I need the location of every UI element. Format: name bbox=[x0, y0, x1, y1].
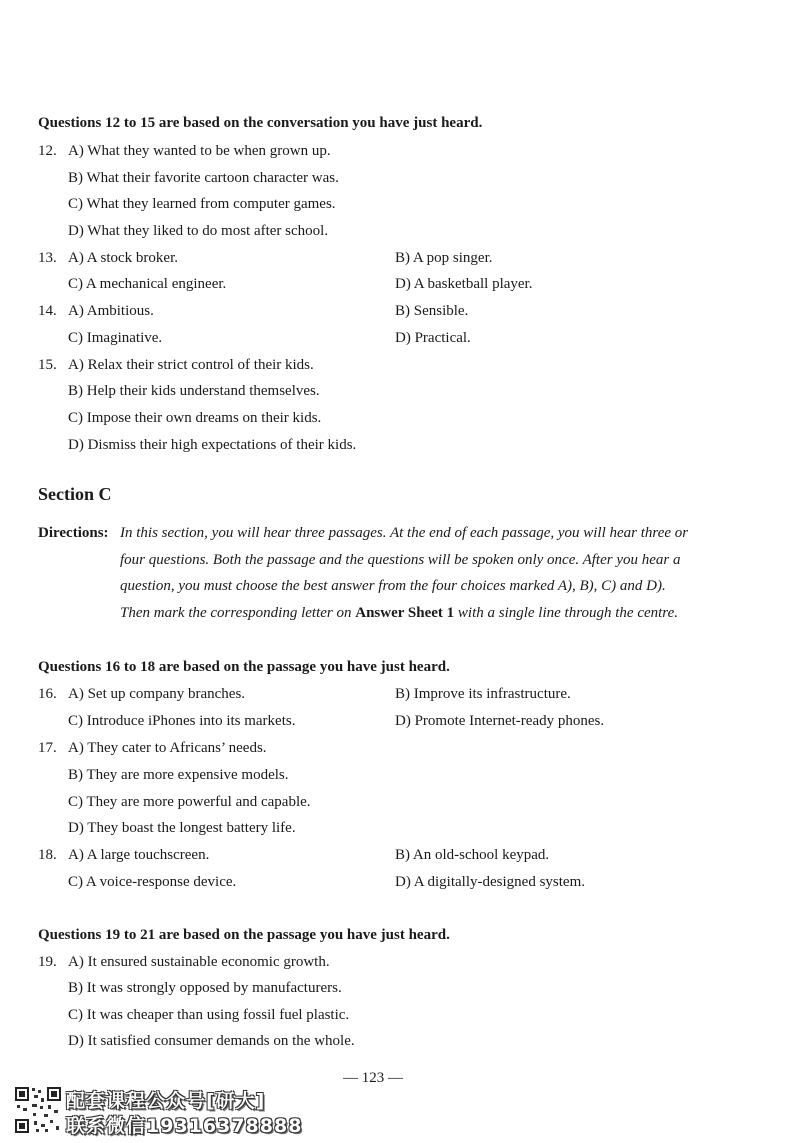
option-text: A) It ensured sustainable economic growth. bbox=[68, 954, 330, 970]
question-number: 14. bbox=[38, 303, 57, 319]
question-number: 19. bbox=[38, 954, 57, 970]
question-number: 18. bbox=[38, 847, 57, 863]
option-text: D) A basketball player. bbox=[395, 276, 533, 292]
question-number: 13. bbox=[38, 250, 57, 266]
question-number: 16. bbox=[38, 686, 57, 702]
option-text: C) Impose their own dreams on their kids. bbox=[68, 410, 322, 426]
option-text: D) A digitally-designed system. bbox=[395, 874, 585, 890]
option-text: B) A pop singer. bbox=[395, 250, 493, 266]
question-number: 15. bbox=[38, 357, 57, 373]
option-text: D) They boast the longest battery life. bbox=[68, 820, 296, 836]
option-text: D) Dismiss their high expectations of their kids. bbox=[68, 437, 357, 453]
option-text: A) Set up company branches. bbox=[68, 686, 246, 702]
option-text: D) Promote Internet-ready phones. bbox=[395, 713, 605, 729]
option-text: B) They are more expensive models. bbox=[68, 767, 289, 783]
option-text: A) A stock broker. bbox=[68, 250, 178, 266]
page-number: — 123 — bbox=[343, 1070, 403, 1086]
question-number: 12. bbox=[38, 143, 57, 159]
question-number: 17. bbox=[38, 740, 57, 756]
option-text: A) Ambitious. bbox=[68, 303, 154, 319]
answer-sheet-ref: Answer Sheet 1 bbox=[355, 605, 455, 621]
directions-text: Then mark the corresponding letter on bbox=[120, 605, 352, 621]
directions-line: four questions. Both the passage and the questions will be spoken only once. After you hear a bbox=[120, 552, 681, 568]
option-text: C) What they learned from computer games. bbox=[68, 196, 336, 212]
directions-label: Directions: bbox=[38, 525, 109, 541]
option-text: B) It was strongly opposed by manufacturers. bbox=[68, 980, 342, 996]
option-text: D) What they liked to do most after school. bbox=[68, 223, 329, 239]
option-text: D) Practical. bbox=[395, 330, 471, 346]
questions-16-18-heading: Questions 16 to 18 are based on the passage you have just heard. bbox=[38, 659, 450, 675]
section-c-title: Section C bbox=[38, 484, 112, 504]
option-text: A) They cater to Africans’ needs. bbox=[68, 740, 267, 756]
option-text: D) It satisfied consumer demands on the whole. bbox=[68, 1033, 355, 1049]
questions-19-21-heading: Questions 19 to 21 are based on the passage you have just heard. bbox=[38, 927, 450, 943]
directions-line bbox=[120, 605, 678, 622]
option-text: C) A mechanical engineer. bbox=[68, 276, 227, 292]
option-text: C) It was cheaper than using fossil fuel plastic. bbox=[68, 1007, 350, 1023]
option-text: B) Help their kids understand themselves. bbox=[68, 383, 320, 399]
directions-line: question, you must choose the best answer from the four choices marked A), B), C) and D). bbox=[120, 578, 666, 594]
option-text: B) Improve its infrastructure. bbox=[395, 686, 571, 702]
directions-line: In this section, you will hear three passages. At the end of each passage, you will hear three or bbox=[120, 525, 689, 541]
option-text: C) Imaginative. bbox=[68, 330, 163, 346]
option-text: A) What they wanted to be when grown up. bbox=[68, 143, 331, 159]
option-text: B) Sensible. bbox=[395, 303, 469, 319]
directions-text: with a single line through the centre. bbox=[457, 605, 678, 621]
option-text: C) Introduce iPhones into its markets. bbox=[68, 713, 296, 729]
option-text: B) What their favorite cartoon character was. bbox=[68, 170, 339, 186]
option-text: C) A voice-response device. bbox=[68, 874, 237, 890]
option-text: C) They are more powerful and capable. bbox=[68, 794, 311, 810]
option-text: B) An old-school keypad. bbox=[395, 847, 550, 863]
watermark-course-text: 配套课程公众号[研大] bbox=[66, 1090, 266, 1112]
watermark-contact-text: 联系微信19316378888 bbox=[66, 1115, 303, 1137]
option-text: A) A large touchscreen. bbox=[68, 847, 210, 863]
qr-code-icon bbox=[14, 1086, 62, 1134]
option-text: A) Relax their strict control of their kids. bbox=[68, 357, 314, 373]
questions-12-15-heading: Questions 12 to 15 are based on the conversation you have just heard. bbox=[38, 115, 483, 131]
